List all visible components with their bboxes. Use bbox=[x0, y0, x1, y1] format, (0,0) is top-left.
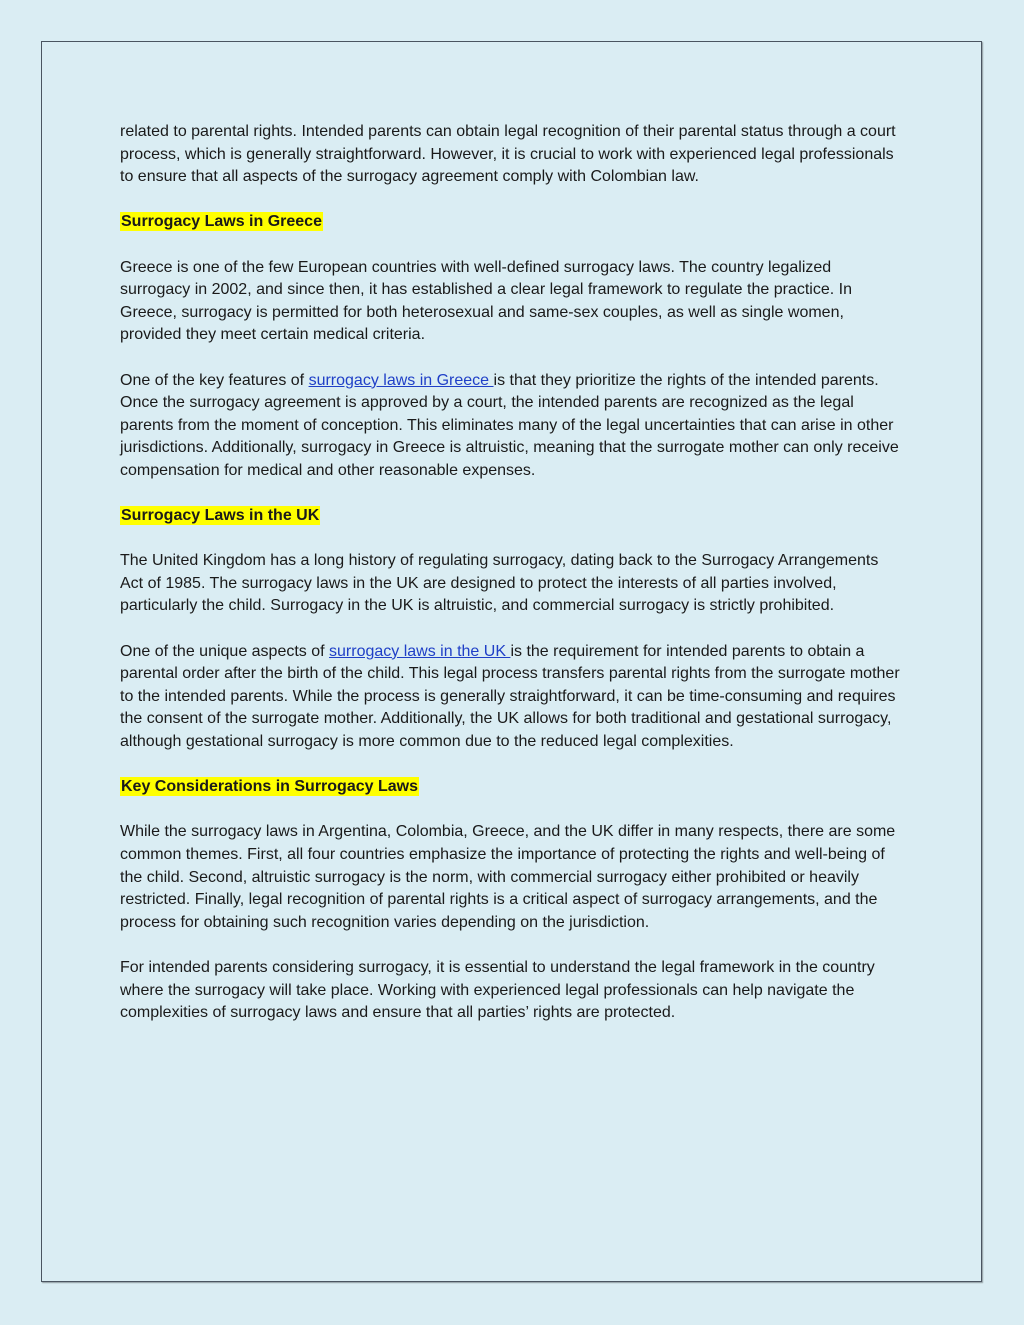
uk-paragraph-2-before: One of the unique aspects of bbox=[120, 642, 330, 660]
heading-key-considerations-text: Key Considerations in Surrogacy Laws bbox=[121, 778, 418, 796]
key-considerations-paragraph-1: While the surrogacy laws in Argentina, Colombia, Greece, and the UK differ in many respects, there are some common themes. First, all four countries emphasize the importance of protecting the rights and well-being of the child. Second, altruistic surrogacy is the norm, with commercial surrogacy either prohibited or heavily restricted. Finally, legal recognition of parental rights is a critical aspect of surrogacy arrangements, and the process for obtaining such recognition varies depending on the jurisdiction. bbox=[120, 823, 896, 931]
heading-uk-text: Surrogacy Laws in the UK bbox=[121, 507, 320, 525]
greece-paragraph-2-before: One of the key features of bbox=[120, 371, 309, 389]
heading-key-considerations bbox=[120, 776, 905, 799]
greece-surrogacy-laws-link[interactable]: surrogacy laws in Greece bbox=[308, 371, 494, 389]
greece-paragraph-1: Greece is one of the few European countries with well-defined surrogacy laws. The country legalized surrogacy in 2002, and since then, it has established a clear legal framework to regulate the practice. In Greece, surrogacy is permitted for both heterosexual and same-sex couples, as well as single women, provided they meet certain medical criteria. bbox=[120, 258, 852, 344]
heading-uk bbox=[120, 505, 905, 528]
document-body bbox=[120, 121, 905, 1047]
heading-greece bbox=[120, 211, 905, 234]
uk-paragraph-2-after: is the requirement for intended parents to obtain a parental order after the birth of the child. This legal process transfers parental rights from the surrogate mother to the intended parents. While the process is generally straightforward, it can be time-consuming and requires the consent of the surrogate mother. Additionally, the UK allows for both traditional and gestational surrogacy, although gestational surrogacy is more common due to the reduced legal complexities. bbox=[120, 642, 900, 751]
uk-surrogacy-laws-link[interactable]: surrogacy laws in the UK bbox=[329, 642, 511, 660]
intro-paragraph: related to parental rights. Intended parents can obtain legal recognition of their parental status through a court process, which is generally straightforward. However, it is crucial to work with experienced legal professionals to ensure that all aspects of the surrogacy agreement comply with Colombian law. bbox=[120, 123, 896, 186]
heading-greece-text: Surrogacy Laws in Greece bbox=[121, 213, 322, 231]
key-considerations-paragraph-2: For intended parents considering surrogacy, it is essential to understand the legal framework in the country where the surrogacy will take place. Working with experienced legal professionals can help navigate the complexities of surrogacy laws and ensure that all parties’ rights are protected. bbox=[120, 958, 875, 1022]
greece-paragraph-2-after: is that they prioritize the rights of the intended parents. Once the surrogacy agreement is approved by a court, the intended parents are recognized as the legal parents from the moment of conception. This eliminates many of the legal uncertainties that can arise in other jurisdictions. Additionally, surrogacy in Greece is altruistic, meaning that the surrogate mother can only receive compensation for medical and other reasonable expenses. bbox=[120, 371, 899, 479]
uk-paragraph-2 bbox=[120, 641, 905, 754]
uk-paragraph-1: The United Kingdom has a long history of regulating surrogacy, dating back to the Surrogacy Arrangements Act of 1985. The surrogacy laws in the UK are designed to protect the interests of all parties involved, particularly the child. Surrogacy in the UK is altruistic, and commercial surrogacy is strictly prohibited. bbox=[120, 552, 879, 615]
greece-paragraph-2 bbox=[120, 370, 905, 483]
